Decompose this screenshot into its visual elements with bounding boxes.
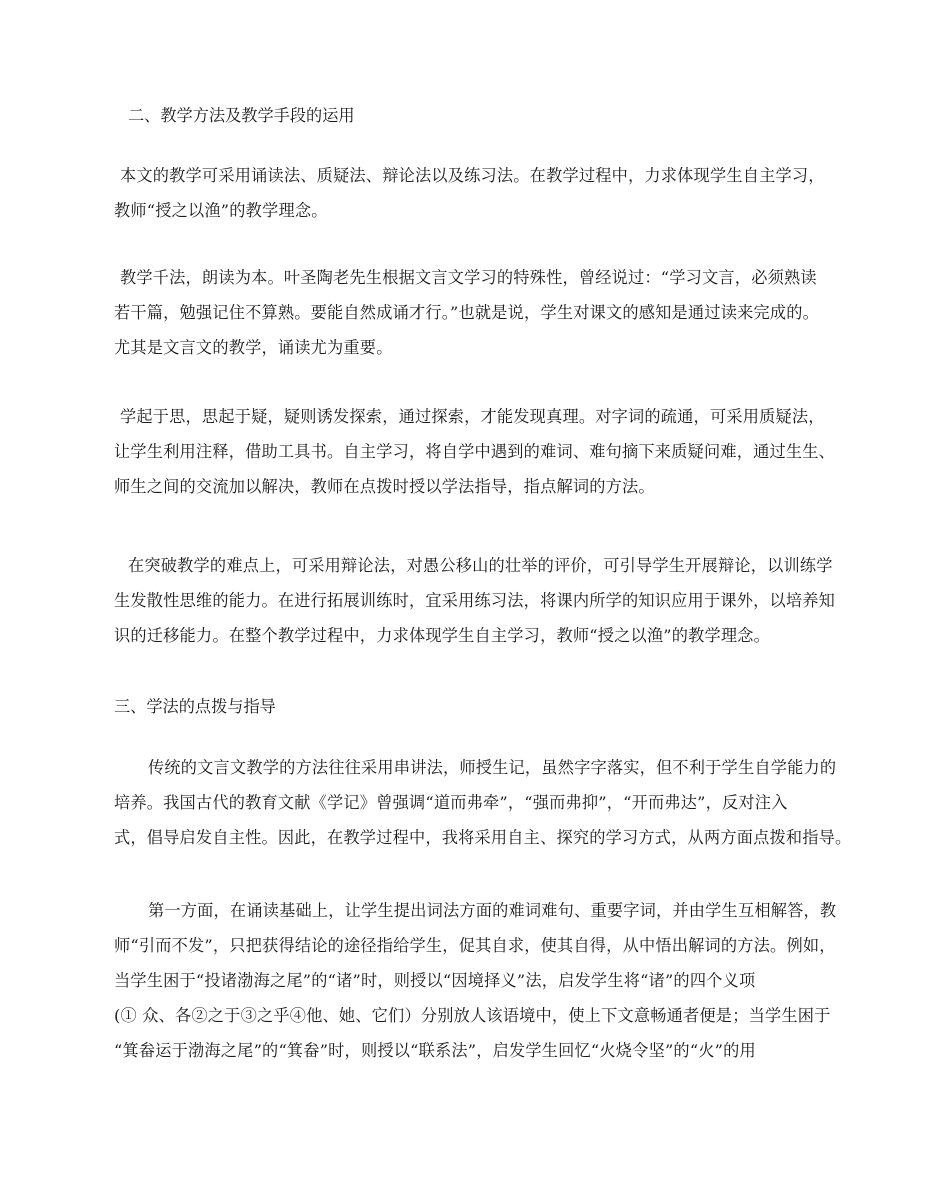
- paragraph-debate-practice: [114, 548, 864, 653]
- paragraph-methods-overview: [114, 158, 864, 228]
- text-line: 本文的教学可采用诵读法、质疑法、辩论法以及练习法。在教学过程中，力求体现学生自主学习，: [120, 166, 825, 185]
- text-line: 第一方面，在诵读基础上，让学生提出词法方面的难词难句、重要字词，并由学生互相解答，教: [148, 901, 837, 920]
- paragraph-recitation: [114, 260, 864, 365]
- text-line: 传统的文言文教学的方法往往采用串讲法，师授生记，虽然字字落实，但不利于学生自学能力的: [148, 758, 837, 777]
- text-line: “箕畚运于渤海之尾”的“箕畚”时，则授以“联系法”，启发学生回忆“火烧令坚”的“火”的用: [114, 1041, 756, 1060]
- text-line: 让学生利用注释，借助工具书。自主学习，将自学中遇到的难词、难句摘下来质疑问难，通过生生、: [114, 442, 836, 461]
- text-line: (① 众、各②之于③之乎④他、她、它们）分别放人该语境中，使上下文意畅通者便是；当学生困于: [114, 1006, 831, 1025]
- text-line: 学起于思，思起于疑，疑则诱发探索，通过探索，才能发现真理。对字词的疏通，可采用质疑法，: [120, 407, 825, 426]
- paragraph-traditional-teaching: [114, 750, 864, 855]
- section-heading-study-methods: 三、学法的点拨与指导: [114, 697, 276, 716]
- text-line: 在突破教学的难点上，可采用辩论法，对愚公移山的壮举的评价，可引导学生开展辩论，以训练学: [128, 556, 833, 575]
- paragraph-questioning: [114, 399, 864, 504]
- text-line: 培养。我国古代的教育文献《学记》曾强调“道而弗牵”，“强而弗抑”，“开而弗达”，反对注入: [114, 793, 788, 812]
- text-line: 识的迁移能力。在整个教学过程中，力求体现学生自主学习，教师“授之以渔”的教学理念。: [114, 626, 771, 645]
- section-heading-methods: 二、教学方法及教学手段的运用: [128, 106, 355, 125]
- text-line: 师生之间的交流加以解决，教师在点拨时授以学法指导，指点解词的方法。: [114, 477, 655, 496]
- text-line: 教学千法，朗读为本。叶圣陶老先生根据文言文学习的特殊性，曾经说过：“学习文言，必须熟读: [120, 268, 817, 287]
- text-line: 生发散性思维的能力。在进行拓展训练时，宜采用练习法，将课内所学的知识应用于课外，以培养知: [114, 591, 836, 610]
- text-line: 教师“授之以渔”的教学理念。: [114, 201, 328, 220]
- text-line: 式，倡导启发自主性。因此，在教学过程中，我将采用自主、探究的学习方式，从两方面点拨和指导。: [114, 828, 852, 847]
- text-line: 尤其是文言文的教学，诵读尤为重要。: [114, 338, 393, 357]
- paragraph-first-aspect: [114, 893, 864, 1068]
- text-line: 当学生困于“投诸渤海之尾”的“诸”时，则授以“因境择义”法，启发学生将“诸”的四个义项: [114, 971, 756, 990]
- text-line: 若干篇，勉强记住不算熟。要能自然成诵才行。”也就是说，学生对课文的感知是通过读来完成的。: [114, 303, 820, 322]
- text-line: 师“引而不发”，只把获得结论的途径指给学生，促其自求，使其自得，从中悟出解词的方法。例如，: [114, 936, 836, 955]
